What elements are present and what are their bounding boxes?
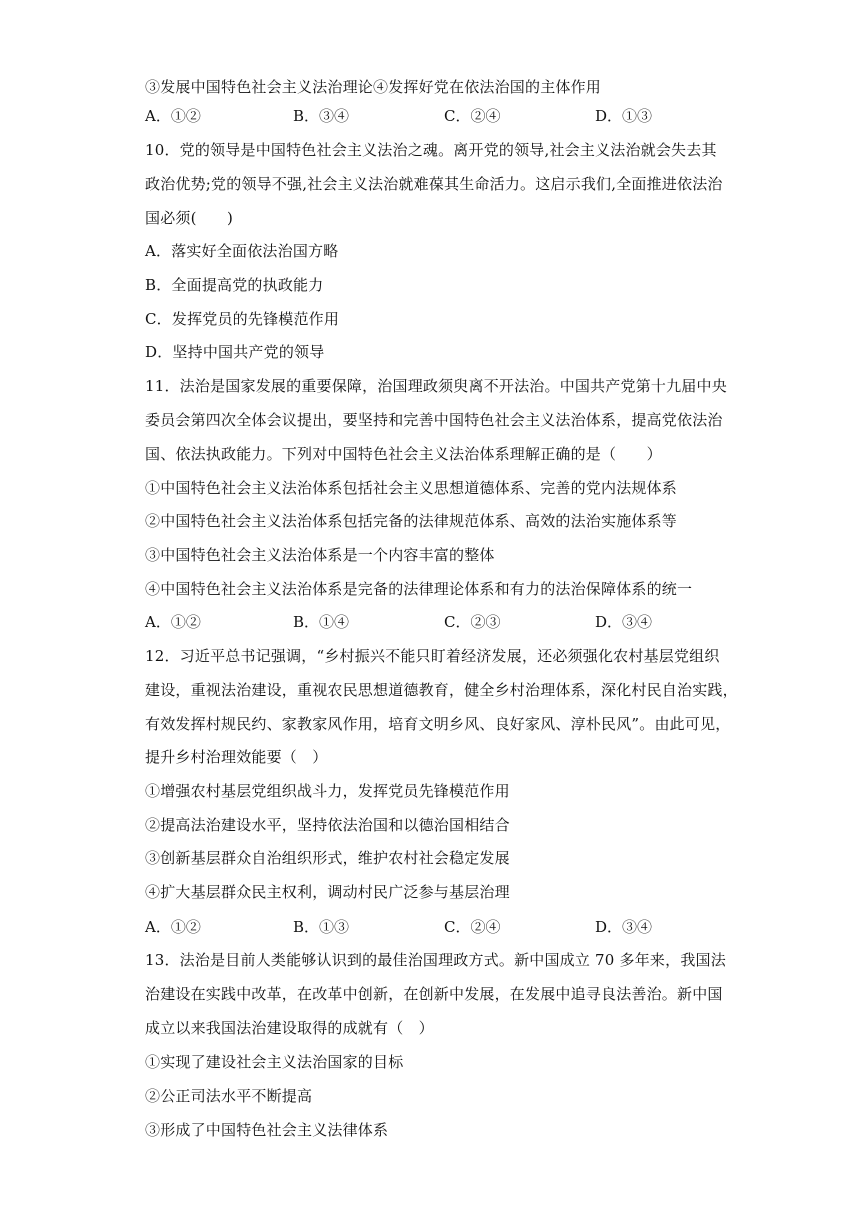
choice-d: D．①③ xyxy=(595,107,653,125)
q10-stem-line: 国必须( ) xyxy=(145,209,234,227)
q12-stem-line: 建设，重视法治建设，重视农民思想道德教育，健全乡村治理体系，深化村民自治实践， xyxy=(145,681,738,699)
q12-statement: ③创新基层群众自治组织形式，维护农村社会稳定发展 xyxy=(145,849,510,867)
choice-d: D．③④ xyxy=(595,613,653,631)
choice-c: C．②③ xyxy=(444,613,501,631)
choice-b: B．③④ xyxy=(293,107,350,125)
q12-statement: ②提高法治建设水平，坚持依法治国和以德治国相结合 xyxy=(145,816,510,834)
q9-option-line: ③发展中国特色社会主义法治理论④发挥好党在依法治国的主体作用 xyxy=(145,78,602,96)
q12-stem-line: 提升乡村治理效能要（ ） xyxy=(145,748,328,766)
q11-stem-line: 委员会第四次全体会议提出，要坚持和完善中国特色社会主义法治体系，提高党依法治 xyxy=(145,411,723,429)
q12-statement: ④扩大基层群众民主权利，调动村民广泛参与基层治理 xyxy=(145,883,510,901)
choice-b: B．①④ xyxy=(293,613,350,631)
q13-stem-line: 成立以来我国法治建设取得的成就有（ ） xyxy=(145,1019,434,1037)
q10-choice-a: A．落实好全面依法治国方略 xyxy=(145,242,339,260)
q9-answer-choices xyxy=(145,106,725,126)
choice-c: C．②④ xyxy=(444,918,501,936)
q12-answer-choices xyxy=(145,917,725,937)
choice-a: A．①② xyxy=(145,918,201,936)
choice-b: B．①③ xyxy=(293,918,350,936)
q10-choice-c: C．发挥党员的先锋模范作用 xyxy=(145,310,340,328)
q10-choice-d: D．坚持中国共产党的领导 xyxy=(145,343,325,361)
q12-stem-line: 有效发挥村规民约、家教家风作用，培育文明乡风、良好家风、淳朴民风”。由此可见， xyxy=(145,715,731,733)
choice-a: A．①② xyxy=(145,613,201,631)
q13-statement: ①实现了建设社会主义法治国家的目标 xyxy=(145,1053,404,1071)
q11-statement: ③中国特色社会主义法治体系是一个内容丰富的整体 xyxy=(145,546,495,564)
choice-c: C．②④ xyxy=(444,107,501,125)
q10-stem-line: 政治优势;党的领导不强,社会主义法治就难葆其生命活力。这启示我们,全面推进依法治 xyxy=(145,175,723,193)
q10-choice-b: B．全面提高党的执政能力 xyxy=(145,276,324,294)
q13-statement: ②公正司法水平不断提高 xyxy=(145,1087,313,1105)
q11-statement: ②中国特色社会主义法治体系包括完备的法律规范体系、高效的法治实施体系等 xyxy=(145,512,678,530)
q10-stem-line: 10．党的领导是中国特色社会主义法治之魂。离开党的领导,社会主义法治就会失去其 xyxy=(145,141,717,159)
q13-stem-line: 13．法治是目前人类能够认识到的最佳治国理政方式。新中国成立 70 多年来，我国法 xyxy=(145,951,726,969)
choice-a: A．①② xyxy=(145,107,201,125)
q12-statement: ①增强农村基层党组织战斗力，发挥党员先锋模范作用 xyxy=(145,782,510,800)
q13-stem-line: 治建设在实践中改革，在改革中创新，在创新中发展，在发展中追寻良法善治。新中国 xyxy=(145,985,723,1003)
q11-statement: ④中国特色社会主义法治体系是完备的法律理论体系和有力的法治保障体系的统一 xyxy=(145,580,693,598)
choice-d: D．③④ xyxy=(595,918,653,936)
q13-statement: ③形成了中国特色社会主义法律体系 xyxy=(145,1121,389,1139)
q11-stem-line: 11．法治是国家发展的重要保障，治国理政须臾离不开法治。中国共产党第十九届中央 xyxy=(145,377,727,395)
q11-statement: ①中国特色社会主义法治体系包括社会主义思想道德体系、完善的党内法规体系 xyxy=(145,479,678,497)
q11-stem-line: 国、依法执政能力。下列对中国特色社会主义法治体系理解正确的是（ ） xyxy=(145,445,662,463)
q12-stem-line: 12．习近平总书记强调，“乡村振兴不能只盯着经济发展，还必须强化农村基层党组织 xyxy=(145,647,720,665)
q11-answer-choices xyxy=(145,612,725,632)
